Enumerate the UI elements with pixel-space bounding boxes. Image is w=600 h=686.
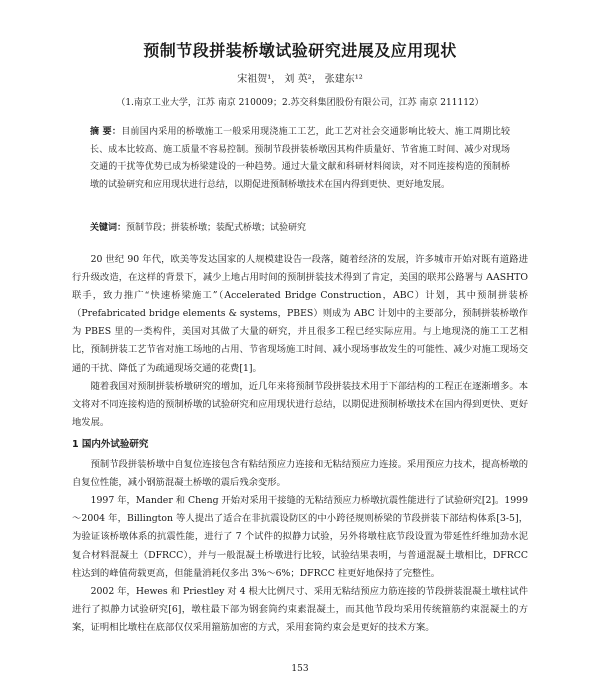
intro-paragraph-2: 随着我国对预制拼装桥墩研究的增加，近几年来将预制节段拼装技术用于下部结构的工程正在逐渐增多。本文将对不同连接构造的预制桥墩的试验研究和应用现状进行总结，以期促进预制桥墩技术在国内得到更快、更好地发展。	[72, 380, 528, 428]
intro-paragraph-1: 20 世纪 90 年代，欧美等发达国家的人规模建设告一段落，随着经济的发展，许多城市开始对既有道路进行升级改造，在这样的背景下，减少上地占用时间的预制拼装技术得到了肯定，美国的联邦公路署与 AASHTO 联手，致力推广“快速桥梁施工”（Accelerated Bridge Construction，ABC）计划，其中预制拼装桥（Prefabricated bridge elements & systems，PBES）则成为 ABC 计划中的主要部分，预制拼装桥墩作为 PBES 里的一类构件，美国对其做了大量的研究，并且很多工程已经实际应用。与上地现浇的施工工艺相比，预制拼装工艺节省对施工场地的占用、节省现场施工时间、减小现场事故发生的可能性、减少对施工现场交通的干扰、降低了为疏通现场交通的花费[1]。	[72, 254, 528, 374]
section-paragraph-2: 1997 年，Mander 和 Cheng 开始对采用干接缝的无粘结预应力桥墩抗震性能进行了试验研究[2]。1999～2004 年，Billington 等人提出了适合在非抗震设防区的中小跨径规则桥梁的节段拼装下部结构体系[3-5]，为验证该桥墩体系的抗震性能，进行了 7 个试件的拟静力试验，另外将墩柱底节段设置为带延性纤维加劲水泥复合材料混凝土（DFRCC），并与一般混凝土桥墩进行比较，试验结果表明，与普通混凝土墩相比，DFRCC 柱达到的峰值荷载更高，但能量消耗仅多出 3%～6%；DFRCC 柱更好地保持了完整性。	[72, 495, 528, 579]
abstract-label: 摘 要：	[90, 127, 122, 137]
keywords-text: 预制节段；拼装桥墩；装配式桥墩；试验研究	[126, 223, 307, 233]
body-text	[72, 251, 528, 637]
section-heading: 1 国内外试验研究	[72, 438, 149, 450]
abstract-text: 目前国内采用的桥墩施工一般采用现浇施工工艺，此工艺对社会交通影响比较大、施工周期比较长、成本比较高、施工质量不容易控制。预制节段拼装桥墩因其构件质量好、节省施工时间、减少对现场交通的干扰等优势已成为桥梁建设的一种趋势。通过大量文献和科研材料阅读，对不同连接构造的预制桥墩的试验研究和应用现状进行总结，以期促进预制桥墩技术在国内得到更快、更好地发展。	[90, 127, 510, 190]
paper-title: 预制节段拼装桥墩试验研究进展及应用现状	[143, 41, 457, 60]
abstract	[90, 124, 510, 194]
section-paragraph-1: 预制节段拼装桥墩中自复位连接包含有粘结预应力连接和无粘结预应力连接。采用预应力技术，提高桥墩的自复位性能，减小钢筋混凝土桥墩的震后残余变形。	[72, 459, 528, 489]
keywords	[90, 220, 510, 233]
authors: 宋祖贺¹， 刘 英²， 张建东¹²	[237, 74, 363, 85]
page-number: 153	[291, 664, 309, 674]
section-paragraph-3: 2002 年，Hewes 和 Priestley 对 4 根大比例尺寸、采用无粘结预应力筋连接的节段拼装混凝土墩柱试件进行了拟静力试验研究[6]，墩柱最下部为钢套筒约束素混凝土，而其他节段均采用传统箍筋约束混凝土的方案，证明相比墩柱在底部仅仅采用箍筋加密的方式，采用套筒约束会是更好的技术方案。	[72, 585, 528, 633]
affiliation: （1.南京工业大学，江苏 南京 210009；2.苏交科集团股份有限公司，江苏 南京 211112）	[116, 98, 484, 108]
keywords-label: 关键词：	[90, 223, 127, 233]
